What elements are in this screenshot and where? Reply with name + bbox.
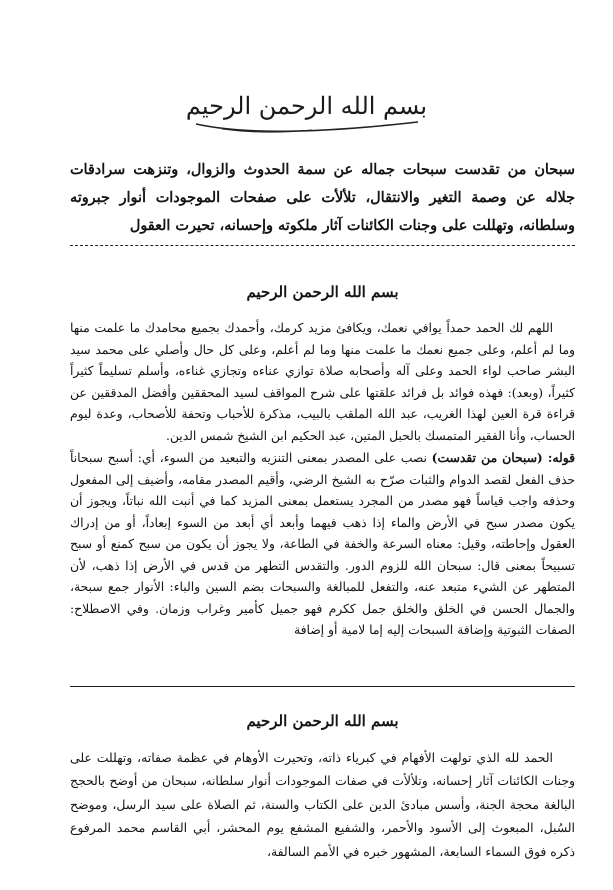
sharh1-paragraph-2 — [70, 447, 575, 642]
section-divider-2 — [70, 686, 575, 687]
matn-text — [70, 156, 575, 240]
sharh1-quote-lead: قوله: (سبحان من تقدست) — [431, 450, 575, 465]
matn-lead: سبحان من تقدست — [454, 161, 575, 178]
calligraphy-flourish — [192, 118, 422, 136]
sharh2-text — [70, 746, 575, 863]
section-divider — [70, 245, 575, 246]
sharh1-paragraph-2-body: نصب على المصدر بمعنى التنزيه والتبعيد من السوء، أي: أسبح سبحاناً حذف الفعل لقصد الدوام والثبات صرّح به الشيخ الرضي، وأقيم المصدر مقامه، وأضيف إلى المفعول وحذفه واجب قياساً فهو مصدر من المجرد يستعمل بمعنى المزيد كما في أنبت الله نباتاً، ويجوز أن يكون مصدر سبح في الأرض والماء إذا ذهب فيهما وأبعد أي أبعد من السوء إبعاداً، أو من إدراك العقول وإحاطته، وقيل: معناه السرعة والخفة في الطاعة، ولا يجوز أن يكون من سبح كمنع أو سبح تسبيحاً بمعنى قال: سبحان الله للزوم الدور. والتقدس التطهر من قدس في الأرض إذا ذهب، لأن المتطهر عن الشيء متبعد عنه، والتفعل للمبالغة والسبحات بضم السين والباء: الأنوار جمع سبحة، والجمال الحسن في الخلق والخلق جمل ككرم فهو جميل كأمير وغراب وزمان. وفي الاصطلاح: الصفات الثبوتية وإضافة السبحات إليه إما لامية أو إضافة — [70, 451, 575, 637]
matn-body: سبحات جماله عن سمة الحدوث والزوال، وتنزهت سرادقات جلاله عن وصمة التغير والانتقال، تلألأت على صفحات الموجودات أنوار جبروته وسلطانه، وتهللت على وجنات الكائنات آثار ملكوته وإحسانه، تحيرت العقول — [70, 161, 575, 234]
sharh1-heading: بسم الله الرحمن الرحيم — [246, 283, 399, 301]
sharh2-paragraph: الحمد لله الذي تولهت الأفهام في كبرياء ذاته، وتحيرت الأوهام في عظمة صفاته، وتهللت على وجنات الكائنات آثار إحسانه، وتلألأت في صفات الموجودات أنوار سلطانه، سبحان من أوضح بالحجج البالغة محجة الجنة، وأسس مبادئ الدين على الكتاب والسنة، ثم الصلاة على سيد الرسل، وموضح السُبل، المبعوث إلى الأسود والأحمر، والشفيع المشفع يوم المحشر، أبي القاسم محمد المرفوع ذكره فوق السماء السابعة، المشهور خبره في الأمم السالفة، — [70, 750, 575, 859]
sharh1-text — [70, 318, 575, 642]
sharh1-paragraph-1: اللهم لك الحمد حمداً يوافي نعمك، ويكافئ مزيد كرمك، وأحمدك بجميع محامدك ما علمت منها وما لم أعلم، وعلى جميع نعمك ما علمت منها وما لم أعلم، وعلى كل حال وأصلي على محمد سيد البشر صاحب لواء الحمد وعلى آله وأصحابه صلاة توازي عناءه وتجازي غناءه، وأسلم تسليماً كثيراً كثيراً، (وبعد): فهذه فوائد بل فرائد علقتها على شرح المواقف لسيد المحققين وأفضل المدققين عن قراءة قرة العين لهذا الغريب، عبد الله الملقب بالبيب، مذكرة للأحباب وتحفة للأصحاب، وعدة ليوم الحساب، وأنا الفقير المتمسك بالحبل المتين، عبد الحكيم ابن الشيخ شمس الدين. — [70, 321, 575, 443]
sharh2-heading: بسم الله الرحمن الرحيم — [246, 712, 399, 730]
basmala-title-text: بسم الله الرحمن الرحيم — [185, 92, 428, 120]
basmala-title — [0, 92, 613, 136]
